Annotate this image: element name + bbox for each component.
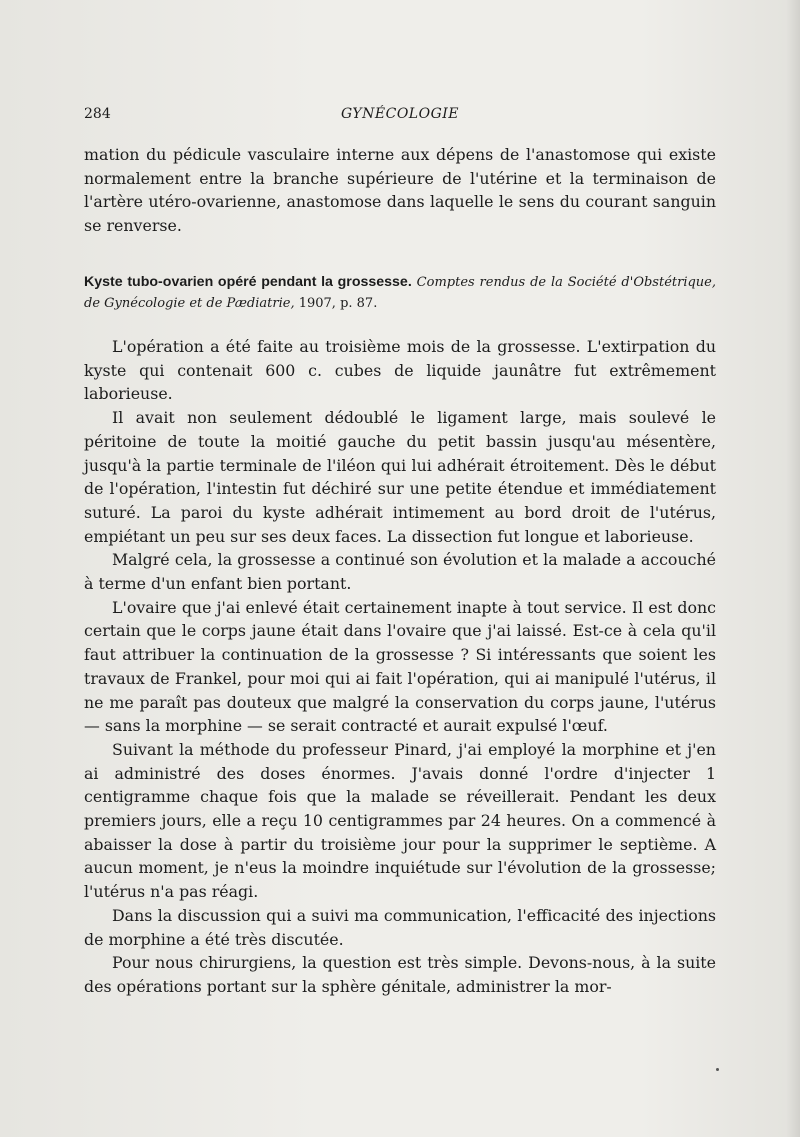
page-edge-shadow [786,0,800,1137]
entry-title: Kyste tubo-ovarien opéré pendant la grossesse. [84,274,412,290]
page-number: 284 [84,106,111,122]
paragraph: Pour nous chirurgiens, la question est très simple. Devons-nous, à la suite des opérations portant sur la sphère génitale, administrer la mor- [84,953,716,996]
ink-speck [716,1068,719,1071]
bibliographic-entry [84,272,716,314]
paragraph: Il avait non seulement dédoublé le ligament large, mais soulevé le péritoine de toute la moitié gauche du petit bassin jusqu'au mésentère, jusqu'à la partie terminale de l'iléon qui lui adhérait étroitement. Dès le début de l'opération, l'intestin fut déchiré sur une petite étendue et immédiatement suturé. La paroi du kyste adhérait intimement au bord droit de l'utérus, empiétant un peu sur ses deux faces. La dissection fut longue et laborieuse. [84,408,716,546]
paragraph: L'opération a été faite au troisième mois de la grossesse. L'extirpation du kyste qui contenait 600 c. cubes de liquide jaunâtre fut extrêmement laborieuse. [84,337,716,404]
paragraph: L'ovaire que j'ai enlevé était certainement inapte à tout service. Il est donc certain que le corps jaune était dans l'ovaire que j'ai laissé. Est-ce à cela qu'il faut attribuer la continuation de la grossesse ? Si intéressants que soient les travaux de Frankel, pour moi qui ai fait l'opération, qui ai manipulé l'utérus, il ne me paraît pas douteux que malgré la conservation du corps jaune, l'utérus — sans la morphine — se serait contracté et aurait expulsé l'œuf. [84,597,716,736]
article-body [84,335,716,999]
continued-paragraph-block [84,143,716,238]
paragraph: Malgré cela, la grossesse a continué son évolution et la malade a accouché à terme d'un enfant bien portant. [84,550,716,594]
paragraph: Dans la discussion qui a suivi ma communication, l'efficacité des injections de morphine a été très discutée. [84,905,716,949]
continued-paragraph: mation du pédicule vasculaire interne aux dépens de l'anastomose qui existe normalement entre la branche supérieure de l'utérine et la terminaison de l'artère utéro-ovarienne, anastomose dans laquelle le sens du courant sanguin se renverse. [84,145,716,236]
entry-year-page: 1907, p. 87. [298,296,378,311]
running-title: GYNÉCOLOGIE [340,106,460,122]
paragraph: Suivant la méthode du professeur Pinard, j'ai employé la morphine et j'en ai administré des doses énormes. J'avais donné l'ordre d'injecter 1 centigramme chaque fois que la malade se réveillerait. Pendant les deux premiers jours, elle a reçu 10 centigrammes par 24 heures. On a commencé à abaisser la dose à partir du troisième jour pour la supprimer le septième. A aucun moment, je n'eus la moindre inquiétude sur l'évolution de la grossesse; l'utérus n'a pas réagi. [84,739,716,902]
entry-reference: Comptes rendus de la Société d'Obstétrique, de Gynécologie et de Pædiatrie, [84,275,717,311]
page-header [84,104,716,126]
